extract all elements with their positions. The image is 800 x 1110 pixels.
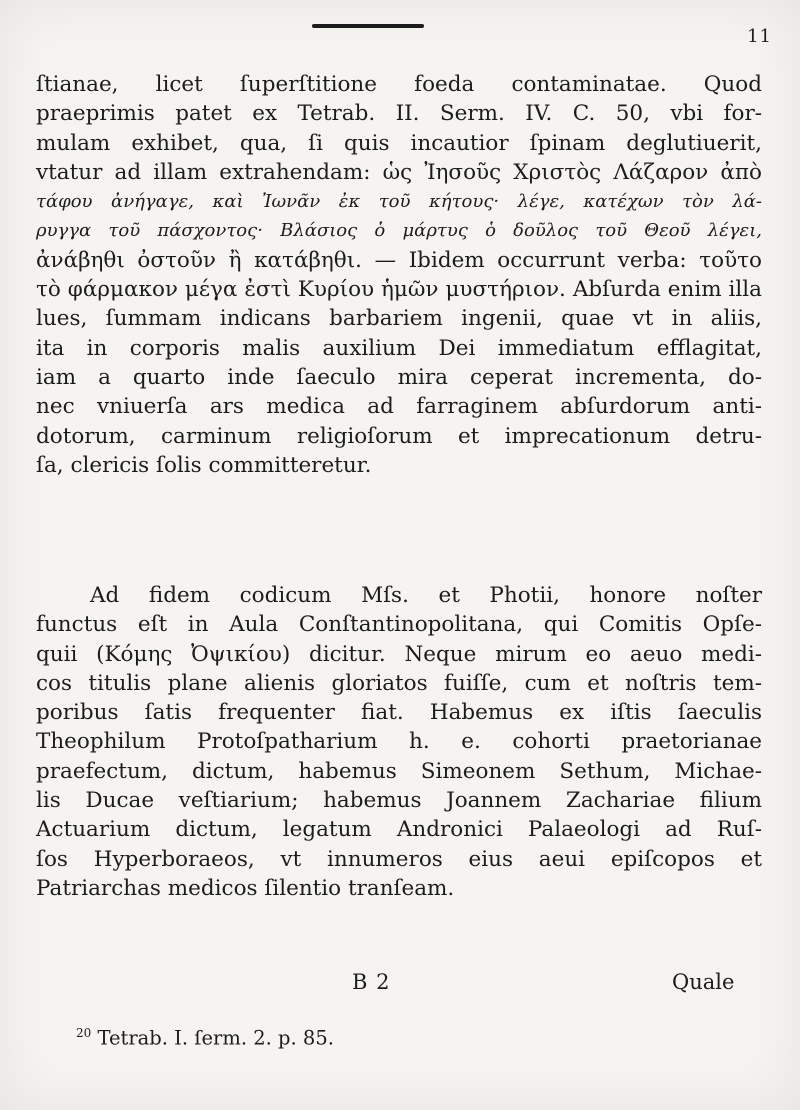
text-line: praeprimis patet ex Tetrab. II. Serm. IV. C. 50, vbi for- — [36, 101, 762, 127]
text-line: ſa, clericis ſolis committeretur. — [36, 452, 372, 478]
text-line: vtatur ad illam extrahendam: ὡς Ἰησοῦς Χριστὸς Λάζαρον ἀπὸ — [36, 159, 762, 185]
page-number: 11 — [747, 26, 772, 47]
text-line: cos titulis plane alienis gloriatos fuiſſe, cum et noſtris tem- — [36, 670, 762, 696]
text-line: lis Ducae veſtiarium; habemus Joannem Zachariae filium — [36, 788, 762, 814]
text-line: Theophilum Protoſpatharium h. e. cohorti praetorianae — [36, 729, 762, 755]
paragraph-1 — [36, 70, 762, 480]
greek-text-line: ρυγγα τοῦ πάσχοντος· Βλάσιος ὁ μάρτυς ὁ δοῦλος τοῦ Θεοῦ λέγει, — [36, 220, 762, 242]
text-line: τὸ φάρμακον μέγα ἐστὶ Κυρίου ἡμῶν μυστήριον. Abſurda enim illa — [36, 277, 762, 303]
text-line: quii (Κόμης Ὀψικίου) dicitur. Neque mirum eo aeuo medi- — [36, 641, 762, 667]
text-line: iam a quarto inde ſaeculo mira ceperat incrementa, do- — [36, 364, 762, 390]
text-line: ſos Hyperboraeos, vt innumeros eius aeui epiſcopos et — [36, 846, 762, 872]
paragraph-2 — [36, 581, 762, 903]
text-line: dotorum, carminum religioſorum et imprecationum detru- — [36, 423, 762, 449]
text-line: praefectum, dictum, habemus Simeonem Sethum, Michae- — [36, 758, 762, 784]
footnote-marker: 20 — [76, 1026, 92, 1040]
text-line: poribus ſatis frequenter fiat. Habemus ex iſtis ſaeculis — [36, 700, 762, 726]
text-line: nec vniuerſa ars medica ad farraginem abſurdorum anti- — [36, 394, 762, 420]
signature-mark: B 2 — [352, 970, 391, 994]
footnote-text: Tetrab. I. ſerm. 2. p. 85. — [97, 1026, 334, 1050]
text-line: mulam exhibet, qua, ſi quis incautior ſpinam deglutiuerit, — [36, 130, 762, 156]
catchword: Quale — [672, 970, 735, 994]
text-line: functus eſt in Aula Conſtantinopolitana, qui Comitis Opſe- — [36, 612, 762, 638]
footnote — [76, 1026, 334, 1050]
text-line: Actuarium dictum, legatum Andronici Palaeologi ad Ruſ- — [36, 817, 762, 843]
text-line: Ad fidem codicum Mſs. et Photii, honore noſter — [90, 583, 762, 608]
greek-text-line: τάφου ἀνήγαγε, καὶ Ἰωνᾶν ἐκ τοῦ κήτους· λέγε, κατέχων τὸν λά- — [36, 191, 762, 213]
text-line: ſtianae, licet ſuperſtitione foeda contaminatae. Quod — [36, 72, 762, 97]
text-line: ita in corporis malis auxilium Dei immediatum efflagitat, — [36, 335, 762, 361]
header-rule — [312, 24, 424, 28]
text-line: Patriarchas medicos ſilentio tranſeam. — [36, 875, 455, 901]
text-line: lues, ſummam indicans barbariem ingenii, quae vt in aliis, — [36, 306, 762, 332]
text-line: ἀνάβηθι ὀστοῦν ἢ κατάβηθι. — Ibidem occurrunt verba: τοῦτο — [36, 247, 762, 273]
